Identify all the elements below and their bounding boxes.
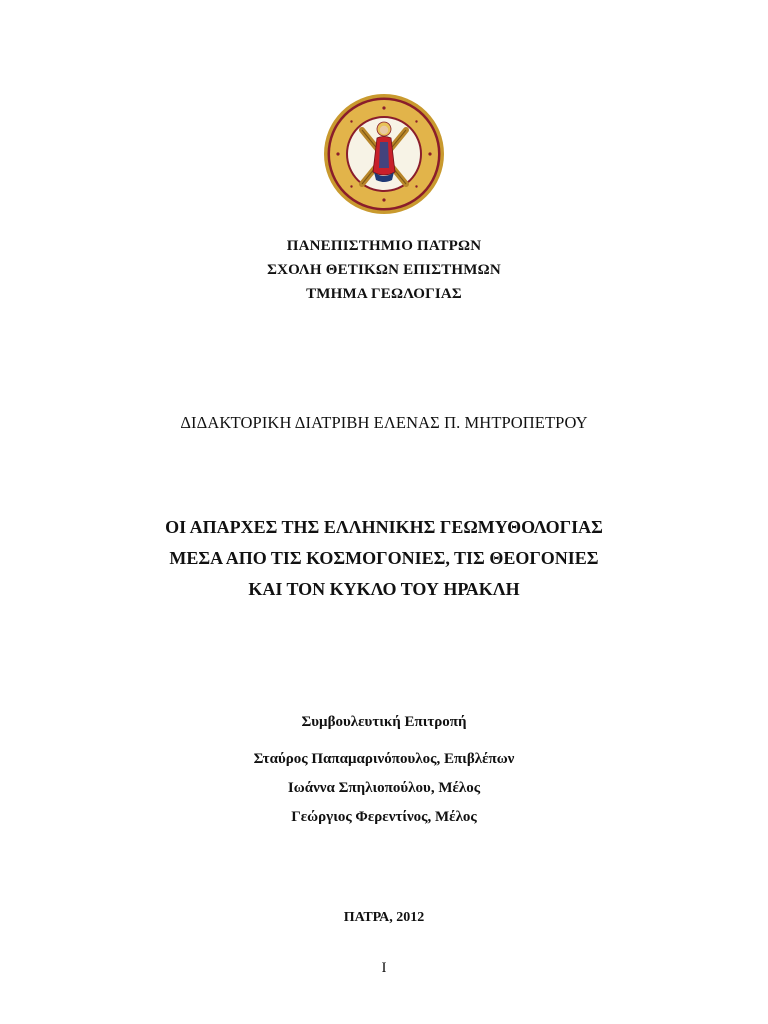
school-name: ΣΧΟΛΗ ΘΕΤΙΚΩΝ ΕΠΙΣΤΗΜΩΝ	[267, 262, 501, 278]
university-of-patras-seal-icon	[322, 92, 446, 216]
thesis-title-line-2: ΜΕΣΑ ΑΠΟ ΤΙΣ ΚΟΣΜΟΓΟΝΙΕΣ, ΤΙΣ ΘΕΟΓΟΝΙΕΣ	[169, 548, 599, 568]
committee-heading: Συμβουλευτική Επιτροπή	[301, 714, 467, 730]
thesis-title-line-3: ΚΑΙ ΤΟΝ ΚΥΚΛΟ ΤΟΥ ΗΡΑΚΛΗ	[248, 579, 520, 599]
department-name: ΤΜΗΜΑ ΓΕΩΛΟΓΙΑΣ	[306, 286, 462, 302]
place-and-date: ΠΑΤΡΑ, 2012	[343, 910, 425, 925]
university-name: ΠΑΝΕΠΙΣΤΗΜΙΟ ΠΑΤΡΩΝ	[286, 238, 482, 254]
committee-members	[0, 745, 768, 832]
seal-graphic	[322, 92, 446, 216]
thesis-title	[0, 512, 768, 605]
committee-member: Σταύρος Παπαμαρινόπουλος, Επιβλέπων	[253, 751, 515, 767]
institution-header	[0, 234, 768, 306]
dissertation-author-line: ΔΙΔΑΚΤΟΡΙΚΗ ΔΙΑΤΡΙΒΗ ΕΛΕΝΑΣ Π. ΜΗΤΡΟΠΕΤΡΟΥ	[180, 413, 588, 432]
committee-member: Γεώργιος Φερεντίνος, Μέλος	[291, 809, 477, 825]
committee-member: Ιωάννα Σπηλιοπούλου, Μέλος	[287, 780, 481, 796]
thesis-title-line-1: ΟΙ ΑΠΑΡΧΕΣ ΤΗΣ ΕΛΛΗΝΙΚΗΣ ΓΕΩΜΥΘΟΛΟΓΙΑΣ	[165, 517, 603, 537]
page-number: I	[381, 960, 387, 976]
